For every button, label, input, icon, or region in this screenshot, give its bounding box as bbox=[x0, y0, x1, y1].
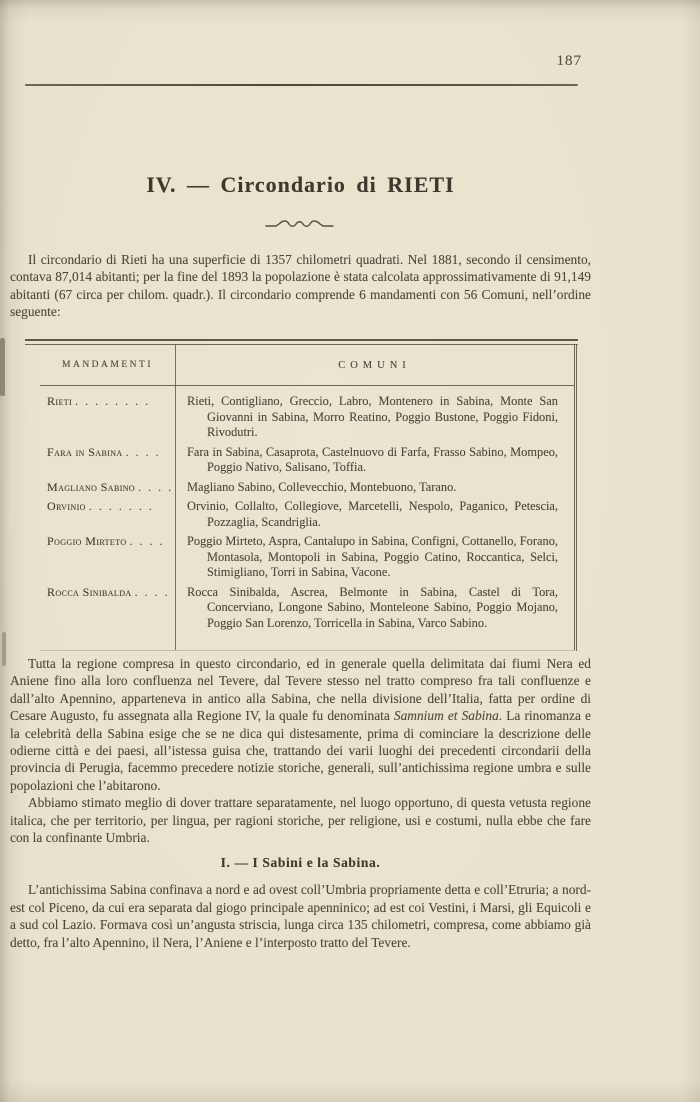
table-rows bbox=[40, 386, 574, 631]
comuni-list: Poggio Mirteto, Aspra, Cantalupo in Sabina, Configni, Cottanello, Forano, Montasola, Montopoli in Sabina, Poggio Catino, Roccantica, Selci, Stimigliano, Torri in Sabina, Vacone. bbox=[187, 534, 558, 579]
latin-name: Samnium et Sabina bbox=[393, 708, 499, 724]
mandamento-label: Fara in Sabina . . . . bbox=[47, 444, 161, 459]
mandamento-label: Orvinio . . . . . . . bbox=[47, 499, 154, 513]
table-header-comuni: COMUNI bbox=[338, 359, 411, 371]
comuni-list: Rieti, Contigliano, Greccio, Labro, Montenero in Sabina, Monte San Giovanni in Sabina, Morro Reatino, Poggio Bustone, Poggio Fidoni, Rivodutri. bbox=[187, 394, 558, 439]
dot-leader: . . . . bbox=[134, 584, 170, 599]
dot-leader: . . . . bbox=[125, 444, 161, 459]
mandamento-label: Magliano Sabino . . . . bbox=[47, 479, 174, 494]
comuni-list: Magliano Sabino, Collevecchio, Montebuono, Tarano. bbox=[187, 479, 457, 494]
dot-leader: . . . . bbox=[138, 479, 174, 494]
chapter-title: IV. — Circondario di RIETI bbox=[146, 172, 455, 197]
scan-smudge bbox=[2, 632, 6, 666]
table-header-row bbox=[40, 345, 574, 386]
mandamenti-table bbox=[40, 345, 577, 651]
table-column-divider bbox=[175, 345, 176, 650]
table-row bbox=[40, 480, 574, 496]
table-header-mandamenti: MANDAMENTI bbox=[62, 360, 153, 370]
table-row bbox=[40, 585, 574, 632]
body-text bbox=[10, 655, 591, 951]
body-paragraph: L’antichissima Sabina confinava a nord e ad ovest coll’Umbria propriamente detta e coll’Etruria; a nord-est col Piceno, da cui era separata dal giogo principale apenninico; ad est coi Vestini, i Marsi, gli Equicoli e a sud col Lazio. Formava così un’angusta striscia, lunga circa 135 chilometri, compresa, come abbiamo già detto, fra l’alto Apennino, il Nera, l’Aniene e l’interposto tratto del Tevere. bbox=[10, 882, 591, 950]
comuni-list: Orvinio, Collalto, Collegiove, Marcetelli, Nespolo, Paganico, Petescia, Pozzaglia, Scandriglia. bbox=[187, 499, 558, 529]
scan-smudge bbox=[0, 338, 5, 396]
mandamento-label: Rieti . . . . . . . . bbox=[47, 394, 151, 408]
table-row bbox=[40, 445, 574, 476]
mandamento-label: Rocca Sinibalda . . . . bbox=[47, 584, 170, 599]
dot-leader: . . . . bbox=[129, 534, 165, 548]
mandamento-label: Poggio Mirteto . . . . bbox=[47, 534, 165, 548]
comuni-list: Fara in Sabina, Casaprota, Castelnuovo di Farfa, Frasso Sabino, Mompeo, Poggio Nativo, Salisano, Toffia. bbox=[187, 444, 558, 474]
page-number: 187 bbox=[556, 53, 582, 69]
comuni-list: Rocca Sinibalda, Ascrea, Belmonte in Sabina, Castel di Tora, Concerviano, Longone Sabino, Monteleone Sabino, Poggio Mojano, Poggio San Lorenzo, Torricella in Sabina, Varco Sabino. bbox=[187, 584, 558, 630]
dot-leader: . . . . . . . . bbox=[75, 394, 151, 408]
header-rule bbox=[25, 84, 578, 86]
table-row bbox=[40, 534, 574, 581]
section-heading: I. — I Sabini e la Sabina. bbox=[220, 855, 381, 871]
intro-paragraph: Il circondario di Rieti ha una superficie di 1357 chilometri quadrati. Nel 1881, secondo il censimento, contava 87,014 abitanti; per la fine del 1893 la popolazione è stata calcolata approssimativamente di 91,149 abitanti (67 circa per chilom. quadr.). Il circondario comprende 6 mandamenti con 56 Comuni, nell’ordine seguente: bbox=[10, 252, 591, 320]
table-row bbox=[40, 499, 574, 530]
table-row bbox=[40, 394, 574, 441]
dot-leader: . . . . . . . bbox=[88, 499, 154, 513]
body-paragraph: Tutta la regione compresa in questo circondario, ed in generale quella delimitata dai fiumi Nera ed Aniene fino alla loro confluenza nel Tevere, dal Tevere stesso nel tratto compreso fra tali confluenze e dall’alto Apennino, apparteneva in antico alla Sabina, che nella divisione dell’Italia, fatta per ordine di Cesare Augusto, fu assegnata alla Regione IV, la quale fu denominata Samnium et Sabina. La rinomanza e la celebrità della Sabina esige che se ne dica qui distesamente, prima di cominciare la descrizione delle odierne città e dei paesi, all’istessa guisa che, trattando dei varii luoghi dei precedenti circondarii della provincia di Perugia, facemmo precedere notizie storiche, generali, sull’antichissima regione umbra e sulle popolazioni che l’abitarono. bbox=[10, 656, 592, 793]
body-paragraph: Abbiamo stimato meglio di dover trattare separatamente, nel luogo opportuno, di questa vetusta regione italica, che per territorio, per lingua, per ragioni storiche, per religione, usi e costumi, nulla ebbe che fare con la confinante Umbria. bbox=[10, 795, 591, 846]
ornament-divider-icon bbox=[10, 219, 591, 237]
